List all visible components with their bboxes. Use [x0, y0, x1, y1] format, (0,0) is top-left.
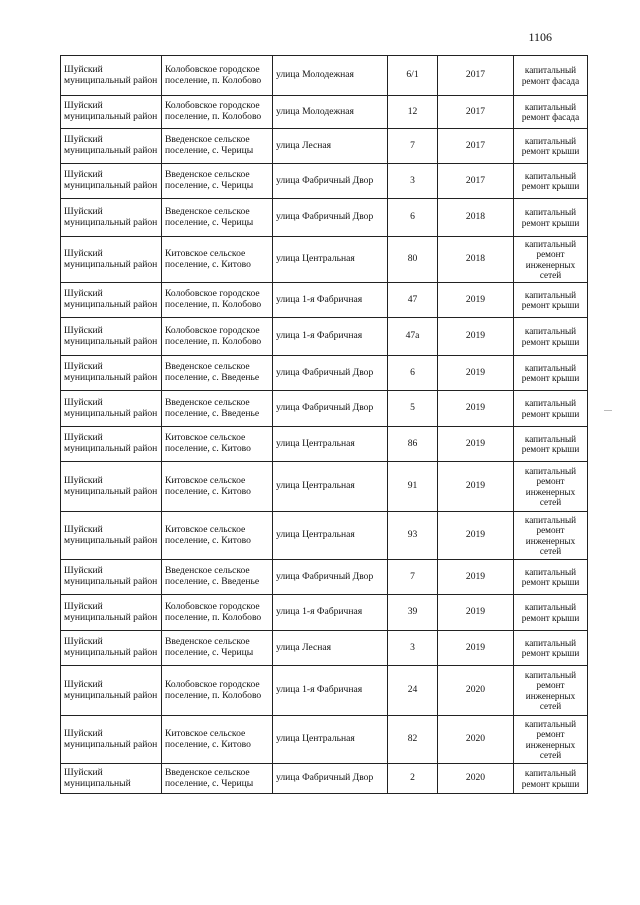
house-number-cell: 3	[388, 631, 438, 666]
settlement-cell: Колобовское городское поселение, п. Колобово	[162, 96, 273, 129]
house-number-cell: 3	[388, 164, 438, 199]
settlement-cell: Введенское сельское поселение, с. Введенье	[162, 391, 273, 427]
year-cell: 2019	[438, 356, 514, 391]
scan-mark	[604, 410, 612, 411]
work-type-cell: капитальный ремонт крыши	[514, 391, 588, 427]
work-type-cell: капитальный ремонт инженерных сетей	[514, 716, 588, 764]
street-cell: улица Фабричный Двор	[273, 391, 388, 427]
table-row	[61, 96, 588, 129]
work-type-cell: капитальный ремонт крыши	[514, 631, 588, 666]
street-cell: улица Лесная	[273, 129, 388, 164]
street-cell: улица Фабричный Двор	[273, 764, 388, 794]
house-number-cell: 80	[388, 237, 438, 283]
settlement-cell: Колобовское городское поселение, п. Колобово	[162, 283, 273, 318]
street-cell: улица 1-я Фабричная	[273, 318, 388, 356]
work-type-cell: капитальный ремонт фасада	[514, 96, 588, 129]
table-row	[61, 462, 588, 512]
table-row	[61, 666, 588, 716]
district-cell: Шуйский муниципальный район	[61, 666, 162, 716]
settlement-cell: Введенское сельское поселение, с. Введенье	[162, 356, 273, 391]
year-cell: 2018	[438, 237, 514, 283]
work-type-cell: капитальный ремонт крыши	[514, 560, 588, 595]
house-number-cell: 93	[388, 512, 438, 560]
year-cell: 2019	[438, 512, 514, 560]
street-cell: улица Центральная	[273, 512, 388, 560]
year-cell: 2019	[438, 560, 514, 595]
settlement-cell: Введенское сельское поселение, с. Черицы	[162, 199, 273, 237]
table-row	[61, 391, 588, 427]
district-cell: Шуйский муниципальный район	[61, 595, 162, 631]
settlement-cell: Китовское сельское поселение, с. Китово	[162, 512, 273, 560]
settlement-cell: Колобовское городское поселение, п. Колобово	[162, 595, 273, 631]
house-number-cell: 7	[388, 560, 438, 595]
street-cell: улица Фабричный Двор	[273, 199, 388, 237]
street-cell: улица Фабричный Двор	[273, 164, 388, 199]
district-cell: Шуйский муниципальный район	[61, 318, 162, 356]
year-cell: 2020	[438, 716, 514, 764]
year-cell: 2020	[438, 764, 514, 794]
street-cell: улица Молодежная	[273, 56, 388, 96]
house-number-cell: 2	[388, 764, 438, 794]
table-row	[61, 56, 588, 96]
work-type-cell: капитальный ремонт крыши	[514, 595, 588, 631]
street-cell: улица 1-я Фабричная	[273, 283, 388, 318]
work-type-cell: капитальный ремонт крыши	[514, 427, 588, 462]
district-cell: Шуйский муниципальный район	[61, 56, 162, 96]
year-cell: 2019	[438, 391, 514, 427]
year-cell: 2019	[438, 631, 514, 666]
settlement-cell: Китовское сельское поселение, с. Китово	[162, 716, 273, 764]
street-cell: улица Лесная	[273, 631, 388, 666]
house-number-cell: 86	[388, 427, 438, 462]
table-row	[61, 199, 588, 237]
house-number-cell: 5	[388, 391, 438, 427]
table-row	[61, 512, 588, 560]
district-cell: Шуйский муниципальный район	[61, 716, 162, 764]
district-cell: Шуйский муниципальный район	[61, 512, 162, 560]
year-cell: 2019	[438, 462, 514, 512]
table-row	[61, 318, 588, 356]
street-cell: улица Молодежная	[273, 96, 388, 129]
year-cell: 2017	[438, 129, 514, 164]
table-row	[61, 427, 588, 462]
district-cell: Шуйский муниципальный район	[61, 129, 162, 164]
year-cell: 2019	[438, 595, 514, 631]
table-row	[61, 595, 588, 631]
year-cell: 2017	[438, 56, 514, 96]
district-cell: Шуйский муниципальный район	[61, 356, 162, 391]
table-row	[61, 764, 588, 794]
district-cell: Шуйский муниципальный	[61, 764, 162, 794]
district-cell: Шуйский муниципальный район	[61, 631, 162, 666]
house-number-cell: 82	[388, 716, 438, 764]
district-cell: Шуйский муниципальный район	[61, 199, 162, 237]
table-row	[61, 283, 588, 318]
table-row	[61, 560, 588, 595]
work-type-cell: капитальный ремонт крыши	[514, 129, 588, 164]
settlement-cell: Введенское сельское поселение, с. Введенье	[162, 560, 273, 595]
street-cell: улица Центральная	[273, 716, 388, 764]
house-number-cell: 7	[388, 129, 438, 164]
house-number-cell: 91	[388, 462, 438, 512]
settlement-cell: Колобовское городское поселение, п. Колобово	[162, 666, 273, 716]
work-type-cell: капитальный ремонт крыши	[514, 356, 588, 391]
district-cell: Шуйский муниципальный район	[61, 560, 162, 595]
table-row	[61, 237, 588, 283]
work-type-cell: капитальный ремонт крыши	[514, 164, 588, 199]
year-cell: 2020	[438, 666, 514, 716]
settlement-cell: Введенское сельское поселение, с. Черицы	[162, 164, 273, 199]
settlement-cell: Введенское сельское поселение, с. Черицы	[162, 631, 273, 666]
work-type-cell: капитальный ремонт крыши	[514, 283, 588, 318]
house-number-cell: 6/1	[388, 56, 438, 96]
district-cell: Шуйский муниципальный район	[61, 164, 162, 199]
work-type-cell: капитальный ремонт инженерных сетей	[514, 237, 588, 283]
house-number-cell: 6	[388, 199, 438, 237]
district-cell: Шуйский муниципальный район	[61, 283, 162, 318]
street-cell: улица Центральная	[273, 462, 388, 512]
street-cell: улица Фабричный Двор	[273, 356, 388, 391]
district-cell: Шуйский муниципальный район	[61, 391, 162, 427]
page-number: 1106	[528, 30, 552, 44]
work-type-cell: капитальный ремонт крыши	[514, 764, 588, 794]
year-cell: 2019	[438, 283, 514, 318]
table-row	[61, 716, 588, 764]
work-type-cell: капитальный ремонт инженерных сетей	[514, 666, 588, 716]
work-type-cell: капитальный ремонт инженерных сетей	[514, 462, 588, 512]
house-number-cell: 12	[388, 96, 438, 129]
settlement-cell: Китовское сельское поселение, с. Китово	[162, 427, 273, 462]
work-type-cell: капитальный ремонт крыши	[514, 199, 588, 237]
street-cell: улица Фабричный Двор	[273, 560, 388, 595]
street-cell: улица Центральная	[273, 237, 388, 283]
work-type-cell: капитальный ремонт инженерных сетей	[514, 512, 588, 560]
house-number-cell: 24	[388, 666, 438, 716]
table-row	[61, 631, 588, 666]
work-type-cell: капитальный ремонт крыши	[514, 318, 588, 356]
table-row	[61, 129, 588, 164]
settlement-cell: Введенское сельское поселение, с. Черицы	[162, 764, 273, 794]
registry-table	[60, 55, 588, 794]
year-cell: 2017	[438, 164, 514, 199]
year-cell: 2019	[438, 318, 514, 356]
district-cell: Шуйский муниципальный район	[61, 96, 162, 129]
settlement-cell: Китовское сельское поселение, с. Китово	[162, 462, 273, 512]
year-cell: 2019	[438, 427, 514, 462]
settlement-cell: Колобовское городское поселение, п. Колобово	[162, 56, 273, 96]
settlement-cell: Введенское сельское поселение, с. Черицы	[162, 129, 273, 164]
district-cell: Шуйский муниципальный район	[61, 427, 162, 462]
street-cell: улица 1-я Фабричная	[273, 595, 388, 631]
year-cell: 2017	[438, 96, 514, 129]
work-type-cell: капитальный ремонт фасада	[514, 56, 588, 96]
street-cell: улица 1-я Фабричная	[273, 666, 388, 716]
house-number-cell: 6	[388, 356, 438, 391]
settlement-cell: Китовское сельское поселение, с. Китово	[162, 237, 273, 283]
house-number-cell: 39	[388, 595, 438, 631]
year-cell: 2018	[438, 199, 514, 237]
settlement-cell: Колобовское городское поселение, п. Колобово	[162, 318, 273, 356]
district-cell: Шуйский муниципальный район	[61, 462, 162, 512]
table-row	[61, 164, 588, 199]
table-row	[61, 356, 588, 391]
house-number-cell: 47а	[388, 318, 438, 356]
district-cell: Шуйский муниципальный район	[61, 237, 162, 283]
registry-rows	[61, 56, 588, 794]
street-cell: улица Центральная	[273, 427, 388, 462]
house-number-cell: 47	[388, 283, 438, 318]
